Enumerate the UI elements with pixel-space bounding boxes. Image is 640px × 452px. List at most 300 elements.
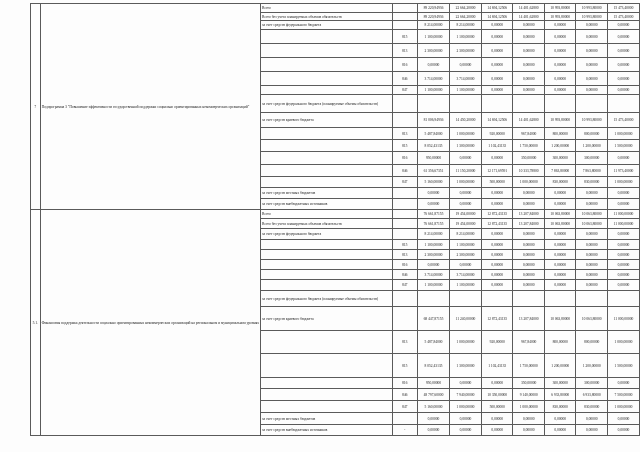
amount-cell: 0,00000 bbox=[513, 21, 545, 30]
amount-cell: 0,00000 bbox=[607, 378, 639, 389]
ministry-code: - bbox=[392, 425, 417, 436]
amount-cell bbox=[576, 291, 608, 307]
amount-cell: 1 000,00000 bbox=[607, 401, 639, 413]
amount-cell: 8 214,00000 bbox=[418, 229, 450, 240]
amount-cell: 350,00000 bbox=[513, 378, 545, 389]
funding-source-label: за счет средств федерального бюджета bbox=[261, 21, 393, 30]
ministry-code bbox=[392, 21, 417, 30]
amount-cell: 0,00000 bbox=[449, 378, 481, 389]
funding-source-label bbox=[261, 240, 393, 250]
amount-cell: 10 993,80000 bbox=[544, 4, 576, 13]
ministry-code: 816 bbox=[392, 260, 417, 270]
amount-cell: 8 214,00000 bbox=[449, 229, 481, 240]
amount-cell: 11 150,20000 bbox=[449, 165, 481, 177]
table-row bbox=[31, 4, 640, 13]
amount-cell bbox=[513, 95, 545, 113]
amount-cell: 22 664,20000 bbox=[449, 13, 481, 21]
ministry-code: 813 bbox=[392, 128, 417, 140]
ministry-code: 816 bbox=[392, 378, 417, 389]
amount-cell: 0,00000 bbox=[607, 413, 639, 425]
amount-cell: 0,00000 bbox=[449, 260, 481, 270]
amount-cell: 0,00000 bbox=[607, 21, 639, 30]
funding-source-label bbox=[261, 378, 393, 389]
amount-cell: 950,00000 bbox=[418, 378, 450, 389]
amount-cell: 0,00000 bbox=[544, 58, 576, 72]
amount-cell: 0,00000 bbox=[576, 199, 608, 210]
amount-cell: 0,00000 bbox=[576, 270, 608, 280]
amount-cell: 1 100,00000 bbox=[449, 280, 481, 291]
amount-cell: 0,00000 bbox=[481, 229, 513, 240]
program-name: Подпрограмма 3 "Повышение эффективности государственной поддержки социально ориентированных некоммерческих организаций" bbox=[40, 4, 260, 210]
amount-cell: 1 000,00000 bbox=[513, 177, 545, 188]
ministry-code: 815 bbox=[392, 140, 417, 152]
amount-cell: 2 300,00000 bbox=[449, 44, 481, 58]
amount-cell: 0,00000 bbox=[418, 425, 450, 436]
amount-cell: 10 063,80000 bbox=[576, 307, 608, 331]
ministry-code: 846 bbox=[392, 389, 417, 401]
amount-cell: 7 863,80000 bbox=[576, 165, 608, 177]
amount-cell: 300,00000 bbox=[544, 152, 576, 165]
amount-cell: 0,00000 bbox=[544, 280, 576, 291]
funding-source-label: Всего bbox=[261, 4, 393, 13]
amount-cell: 8 214,00000 bbox=[418, 21, 450, 30]
amount-cell: 0,00000 bbox=[544, 72, 576, 86]
amount-cell bbox=[418, 291, 450, 307]
amount-cell: 0,00000 bbox=[481, 58, 513, 72]
amount-cell: 0,00000 bbox=[513, 280, 545, 291]
amount-cell: 0,00000 bbox=[576, 30, 608, 44]
amount-cell: 0,00000 bbox=[513, 188, 545, 199]
amount-cell: 5 487,84000 bbox=[418, 331, 450, 354]
amount-cell: 12 872,43135 bbox=[481, 219, 513, 229]
amount-cell: 0,00000 bbox=[607, 270, 639, 280]
amount-cell: 0,00000 bbox=[576, 229, 608, 240]
amount-cell bbox=[607, 291, 639, 307]
amount-cell: 0,00000 bbox=[418, 58, 450, 72]
amount-cell: 3 714,00000 bbox=[449, 72, 481, 86]
amount-cell: 15 473,40000 bbox=[607, 13, 639, 21]
amount-cell: 800,00000 bbox=[576, 128, 608, 140]
amount-cell: 0,00000 bbox=[576, 250, 608, 260]
amount-cell: 0,00000 bbox=[513, 229, 545, 240]
amount-cell: 0,00000 bbox=[576, 280, 608, 291]
amount-cell: 19 454,00000 bbox=[449, 219, 481, 229]
ministry-code: 815 bbox=[392, 240, 417, 250]
amount-cell bbox=[607, 95, 639, 113]
amount-cell: 1 200,00000 bbox=[576, 140, 608, 152]
amount-cell: 68 447,87155 bbox=[418, 307, 450, 331]
amount-cell: 0,00000 bbox=[544, 413, 576, 425]
amount-cell: 0,00000 bbox=[513, 270, 545, 280]
ministry-code bbox=[392, 291, 417, 307]
amount-cell: 1 100,00000 bbox=[418, 30, 450, 44]
amount-cell: 1 000,00000 bbox=[449, 401, 481, 413]
amount-cell: 1 300,00000 bbox=[449, 354, 481, 378]
amount-cell: 950,00000 bbox=[418, 152, 450, 165]
amount-cell: 0,00000 bbox=[544, 44, 576, 58]
amount-cell: 6 933,80000 bbox=[544, 389, 576, 401]
ministry-code: 846 bbox=[392, 72, 417, 86]
ministry-code: 847 bbox=[392, 86, 417, 95]
amount-cell: 0,00000 bbox=[481, 280, 513, 291]
amount-cell: 0,00000 bbox=[576, 72, 608, 86]
amount-cell: 0,00000 bbox=[513, 72, 545, 86]
amount-cell: 10 063,80000 bbox=[544, 307, 576, 331]
amount-cell: 0,00000 bbox=[544, 30, 576, 44]
ministry-code bbox=[392, 210, 417, 219]
amount-cell: 0,00000 bbox=[513, 199, 545, 210]
amount-cell: 0,00000 bbox=[544, 260, 576, 270]
amount-cell: 1 000,00000 bbox=[607, 331, 639, 354]
amount-cell: 2 300,00000 bbox=[418, 250, 450, 260]
amount-cell: 10 333,78800 bbox=[513, 165, 545, 177]
amount-cell: 1 100,00000 bbox=[418, 86, 450, 95]
amount-cell: 1 300,00000 bbox=[449, 140, 481, 152]
amount-cell: 0,00000 bbox=[481, 240, 513, 250]
amount-cell: 0,00000 bbox=[576, 240, 608, 250]
funding-source-label bbox=[261, 331, 393, 354]
amount-cell: 0,00000 bbox=[607, 44, 639, 58]
amount-cell: 0,00000 bbox=[481, 21, 513, 30]
amount-cell: 967,84000 bbox=[513, 128, 545, 140]
amount-cell: 0,00000 bbox=[481, 199, 513, 210]
amount-cell: 14 450,20000 bbox=[449, 113, 481, 128]
ministry-code: 847 bbox=[392, 177, 417, 188]
amount-cell: 0,00000 bbox=[481, 44, 513, 58]
amount-cell: 0,00000 bbox=[513, 58, 545, 72]
amount-cell: 0,00000 bbox=[576, 21, 608, 30]
ministry-code bbox=[392, 229, 417, 240]
section-index: 7 bbox=[31, 4, 41, 210]
amount-cell bbox=[449, 291, 481, 307]
amount-cell: 0,00000 bbox=[607, 250, 639, 260]
ministry-code bbox=[392, 95, 417, 113]
amount-cell: 300,00000 bbox=[576, 378, 608, 389]
amount-cell: 89 220,94936 bbox=[418, 4, 450, 13]
amount-cell: 0,00000 bbox=[544, 270, 576, 280]
amount-cell: 920,00000 bbox=[481, 128, 513, 140]
amount-cell: 14 401,62800 bbox=[513, 4, 545, 13]
ministry-code bbox=[392, 413, 417, 425]
funding-source-label bbox=[261, 389, 393, 401]
amount-cell: 1 000,00000 bbox=[607, 128, 639, 140]
amount-cell: 3 714,00000 bbox=[449, 270, 481, 280]
amount-cell: 6 933,80000 bbox=[576, 389, 608, 401]
amount-cell: 300,00000 bbox=[576, 152, 608, 165]
amount-cell: 350,00000 bbox=[513, 152, 545, 165]
amount-cell: 0,00000 bbox=[607, 188, 639, 199]
amount-cell: 0,00000 bbox=[544, 240, 576, 250]
amount-cell: 0,00000 bbox=[607, 30, 639, 44]
amount-cell: 967,84000 bbox=[513, 331, 545, 354]
amount-cell: 0,00000 bbox=[481, 425, 513, 436]
amount-cell: 14 401,62800 bbox=[513, 113, 545, 128]
amount-cell: 0,00000 bbox=[481, 378, 513, 389]
ministry-code bbox=[392, 13, 417, 21]
funding-source-label bbox=[261, 260, 393, 270]
amount-cell: 0,00000 bbox=[544, 229, 576, 240]
funding-source-label bbox=[261, 354, 393, 378]
funding-source-label: за счет средств краевого бюджета bbox=[261, 307, 393, 331]
ministry-code bbox=[392, 199, 417, 210]
funding-source-label: за счет средств федерального бюджета bbox=[261, 229, 393, 240]
amount-cell: 0,00000 bbox=[544, 86, 576, 95]
amount-cell: 0,00000 bbox=[576, 188, 608, 199]
funding-source-label bbox=[261, 58, 393, 72]
funding-source-label: Всего без учета планируемых объемов обязательств bbox=[261, 13, 393, 21]
program-name: Финансовая поддержка деятельности социально ориентированных некоммерческих организаций на региональном и муниципальном уровнях bbox=[40, 210, 260, 436]
amount-cell: 1 200,00000 bbox=[544, 140, 576, 152]
funding-source-label bbox=[261, 44, 393, 58]
amount-cell: 5 487,84000 bbox=[418, 128, 450, 140]
funding-source-label bbox=[261, 270, 393, 280]
amount-cell: 14 694,12506 bbox=[481, 113, 513, 128]
amount-cell: 76 661,87155 bbox=[418, 219, 450, 229]
budget-table bbox=[30, 3, 640, 436]
ministry-code bbox=[392, 4, 417, 13]
table-row bbox=[31, 210, 640, 219]
amount-cell: 22 664,20000 bbox=[449, 4, 481, 13]
funding-source-label bbox=[261, 165, 393, 177]
ministry-code bbox=[392, 307, 417, 331]
amount-cell: 11 240,00000 bbox=[449, 307, 481, 331]
amount-cell: 10 993,80000 bbox=[576, 4, 608, 13]
funding-source-label bbox=[261, 86, 393, 95]
amount-cell: 11 000,00000 bbox=[607, 210, 639, 219]
amount-cell: 12 171,69591 bbox=[481, 165, 513, 177]
amount-cell: 12 872,43135 bbox=[481, 307, 513, 331]
amount-cell: 0,00000 bbox=[481, 188, 513, 199]
funding-source-label: Всего без учета планируемых объемов обязательств bbox=[261, 219, 393, 229]
amount-cell: 8 052,43135 bbox=[418, 140, 450, 152]
amount-cell: 0,00000 bbox=[481, 86, 513, 95]
amount-cell: 1 000,00000 bbox=[513, 401, 545, 413]
amount-cell: 1 750,00000 bbox=[513, 140, 545, 152]
amount-cell: 15 473,40000 bbox=[607, 113, 639, 128]
funding-source-label bbox=[261, 280, 393, 291]
amount-cell: 1 100,00000 bbox=[418, 280, 450, 291]
funding-source-label bbox=[261, 152, 393, 165]
amount-cell: 0,00000 bbox=[513, 413, 545, 425]
ministry-code bbox=[392, 219, 417, 229]
amount-cell: 19 454,00000 bbox=[449, 210, 481, 219]
funding-source-label bbox=[261, 250, 393, 260]
amount-cell: 0,00000 bbox=[576, 58, 608, 72]
amount-cell: 300,00000 bbox=[544, 378, 576, 389]
amount-cell: 76 661,87155 bbox=[418, 210, 450, 219]
ministry-code: 816 bbox=[392, 152, 417, 165]
ministry-code bbox=[392, 113, 417, 128]
funding-source-label: за счет средств внебюджетных источников bbox=[261, 199, 393, 210]
ministry-code: 846 bbox=[392, 165, 417, 177]
amount-cell bbox=[481, 291, 513, 307]
amount-cell: 1 200,00000 bbox=[576, 354, 608, 378]
amount-cell: 0,00000 bbox=[607, 229, 639, 240]
amount-cell: 61 356,67351 bbox=[418, 165, 450, 177]
amount-cell: 0,00000 bbox=[607, 72, 639, 86]
funding-source-label: за счет средств внебюджетных источников bbox=[261, 425, 393, 436]
amount-cell: 10 993,80000 bbox=[576, 13, 608, 21]
amount-cell: 7 500,00000 bbox=[607, 389, 639, 401]
amount-cell: 0,00000 bbox=[481, 30, 513, 44]
amount-cell: 0,00000 bbox=[449, 199, 481, 210]
amount-cell: 0,00000 bbox=[576, 425, 608, 436]
amount-cell: 1 500,00000 bbox=[607, 354, 639, 378]
amount-cell: 800,00000 bbox=[544, 128, 576, 140]
amount-cell: 10 063,80000 bbox=[544, 210, 576, 219]
amount-cell: 0,00000 bbox=[513, 250, 545, 260]
amount-cell: 10 993,80000 bbox=[544, 13, 576, 21]
amount-cell: 0,00000 bbox=[418, 413, 450, 425]
amount-cell: 0,00000 bbox=[607, 58, 639, 72]
amount-cell: 0,00000 bbox=[481, 260, 513, 270]
amount-cell: 0,00000 bbox=[481, 413, 513, 425]
amount-cell: 1 100,00000 bbox=[449, 240, 481, 250]
amount-cell: 14 694,12506 bbox=[481, 4, 513, 13]
amount-cell: 0,00000 bbox=[418, 260, 450, 270]
amount-cell: 830,00000 bbox=[544, 177, 576, 188]
amount-cell: 0,00000 bbox=[418, 188, 450, 199]
amount-cell: 0,00000 bbox=[513, 44, 545, 58]
amount-cell: 0,00000 bbox=[607, 425, 639, 436]
amount-cell: 9 140,00000 bbox=[513, 389, 545, 401]
amount-cell: 2 300,00000 bbox=[449, 250, 481, 260]
amount-cell: 0,00000 bbox=[607, 199, 639, 210]
amount-cell: 10 063,80000 bbox=[576, 219, 608, 229]
amount-cell: 48 797,60000 bbox=[418, 389, 450, 401]
amount-cell: 5 160,00000 bbox=[418, 177, 450, 188]
amount-cell: 500,00000 bbox=[481, 177, 513, 188]
ministry-code: 816 bbox=[392, 58, 417, 72]
amount-cell: 11 000,00000 bbox=[607, 307, 639, 331]
amount-cell: 0,00000 bbox=[576, 86, 608, 95]
ministry-code: 847 bbox=[392, 401, 417, 413]
amount-cell: 0,00000 bbox=[607, 240, 639, 250]
funding-source-label: Всего bbox=[261, 210, 393, 219]
amount-cell: 1 102,43135 bbox=[481, 354, 513, 378]
amount-cell bbox=[576, 95, 608, 113]
funding-source-label: за счет средств федерального бюджета (планируемые объемы обязательств) bbox=[261, 95, 393, 113]
ministry-code: 813 bbox=[392, 331, 417, 354]
amount-cell: 1 100,00000 bbox=[418, 240, 450, 250]
amount-cell: 10 993,80000 bbox=[544, 113, 576, 128]
amount-cell: 14 401,62800 bbox=[513, 13, 545, 21]
amount-cell: 800,00000 bbox=[544, 331, 576, 354]
amount-cell: 1 000,00000 bbox=[607, 177, 639, 188]
amount-cell: 81 006,94936 bbox=[418, 113, 450, 128]
amount-cell: 920,00000 bbox=[481, 331, 513, 354]
amount-cell: 1 100,00000 bbox=[449, 86, 481, 95]
section-index: 5.1. bbox=[31, 210, 41, 436]
amount-cell: 0,00000 bbox=[576, 44, 608, 58]
funding-source-label bbox=[261, 72, 393, 86]
amount-cell: 5 160,00000 bbox=[418, 401, 450, 413]
amount-cell: 0,00000 bbox=[418, 199, 450, 210]
amount-cell: 0,00000 bbox=[576, 260, 608, 270]
amount-cell: 11 000,00000 bbox=[607, 219, 639, 229]
amount-cell: 500,00000 bbox=[481, 401, 513, 413]
amount-cell bbox=[544, 95, 576, 113]
funding-source-label: за счет средств краевого бюджета bbox=[261, 113, 393, 128]
funding-source-label bbox=[261, 401, 393, 413]
amount-cell: 0,00000 bbox=[544, 21, 576, 30]
amount-cell: 0,00000 bbox=[607, 260, 639, 270]
amount-cell: 0,00000 bbox=[544, 199, 576, 210]
funding-source-label bbox=[261, 177, 393, 188]
amount-cell bbox=[481, 95, 513, 113]
ministry-code: 847 bbox=[392, 280, 417, 291]
amount-cell: 1 100,00000 bbox=[449, 30, 481, 44]
amount-cell: 13 207,84000 bbox=[513, 210, 545, 219]
amount-cell: 0,00000 bbox=[544, 425, 576, 436]
ministry-code bbox=[392, 188, 417, 199]
amount-cell: 0,00000 bbox=[607, 86, 639, 95]
amount-cell: 0,00000 bbox=[607, 280, 639, 291]
amount-cell: 1 102,43135 bbox=[481, 140, 513, 152]
funding-source-label: за счет средств местных бюджетов bbox=[261, 188, 393, 199]
amount-cell bbox=[544, 291, 576, 307]
amount-cell: 12 872,43135 bbox=[481, 210, 513, 219]
funding-source-label: за счет средств местных бюджетов bbox=[261, 413, 393, 425]
amount-cell: 3 714,00000 bbox=[418, 72, 450, 86]
amount-cell: 10 063,80000 bbox=[544, 219, 576, 229]
ministry-code: 815 bbox=[392, 354, 417, 378]
amount-cell: 830,00000 bbox=[576, 177, 608, 188]
amount-cell bbox=[449, 95, 481, 113]
amount-cell: 0,00000 bbox=[481, 270, 513, 280]
amount-cell: 7 863,80000 bbox=[544, 165, 576, 177]
amount-cell: 0,00000 bbox=[544, 188, 576, 199]
amount-cell: 10 993,80000 bbox=[576, 113, 608, 128]
funding-source-label bbox=[261, 140, 393, 152]
amount-cell: 8 214,00000 bbox=[449, 21, 481, 30]
amount-cell: 89 220,94936 bbox=[418, 13, 450, 21]
amount-cell: 10 063,80000 bbox=[576, 210, 608, 219]
amount-cell: 1 200,00000 bbox=[544, 354, 576, 378]
amount-cell: 0,00000 bbox=[449, 413, 481, 425]
amount-cell: 0,00000 bbox=[544, 250, 576, 260]
funding-source-label bbox=[261, 128, 393, 140]
amount-cell: 1 000,00000 bbox=[449, 128, 481, 140]
amount-cell: 2 300,00000 bbox=[418, 44, 450, 58]
amount-cell: 0,00000 bbox=[481, 250, 513, 260]
amount-cell bbox=[418, 95, 450, 113]
amount-cell: 0,00000 bbox=[513, 260, 545, 270]
amount-cell: 0,00000 bbox=[449, 58, 481, 72]
ministry-code: 846 bbox=[392, 270, 417, 280]
amount-cell: 1 000,00000 bbox=[449, 331, 481, 354]
amount-cell bbox=[513, 291, 545, 307]
amount-cell: 10 350,00000 bbox=[481, 389, 513, 401]
amount-cell: 0,00000 bbox=[481, 72, 513, 86]
amount-cell: 3 714,00000 bbox=[418, 270, 450, 280]
amount-cell: 0,00000 bbox=[481, 152, 513, 165]
amount-cell: 0,00000 bbox=[607, 152, 639, 165]
ministry-code: 813 bbox=[392, 250, 417, 260]
ministry-code: 815 bbox=[392, 30, 417, 44]
amount-cell: 830,00000 bbox=[544, 401, 576, 413]
amount-cell: 0,00000 bbox=[449, 152, 481, 165]
amount-cell: 1 000,00000 bbox=[449, 177, 481, 188]
funding-source-label bbox=[261, 30, 393, 44]
amount-cell: 0,00000 bbox=[513, 86, 545, 95]
amount-cell: 0,00000 bbox=[449, 188, 481, 199]
amount-cell: 800,00000 bbox=[576, 331, 608, 354]
amount-cell: 0,00000 bbox=[513, 240, 545, 250]
ministry-code: 813 bbox=[392, 44, 417, 58]
amount-cell: 7 940,00000 bbox=[449, 389, 481, 401]
amount-cell: 8 052,43135 bbox=[418, 354, 450, 378]
